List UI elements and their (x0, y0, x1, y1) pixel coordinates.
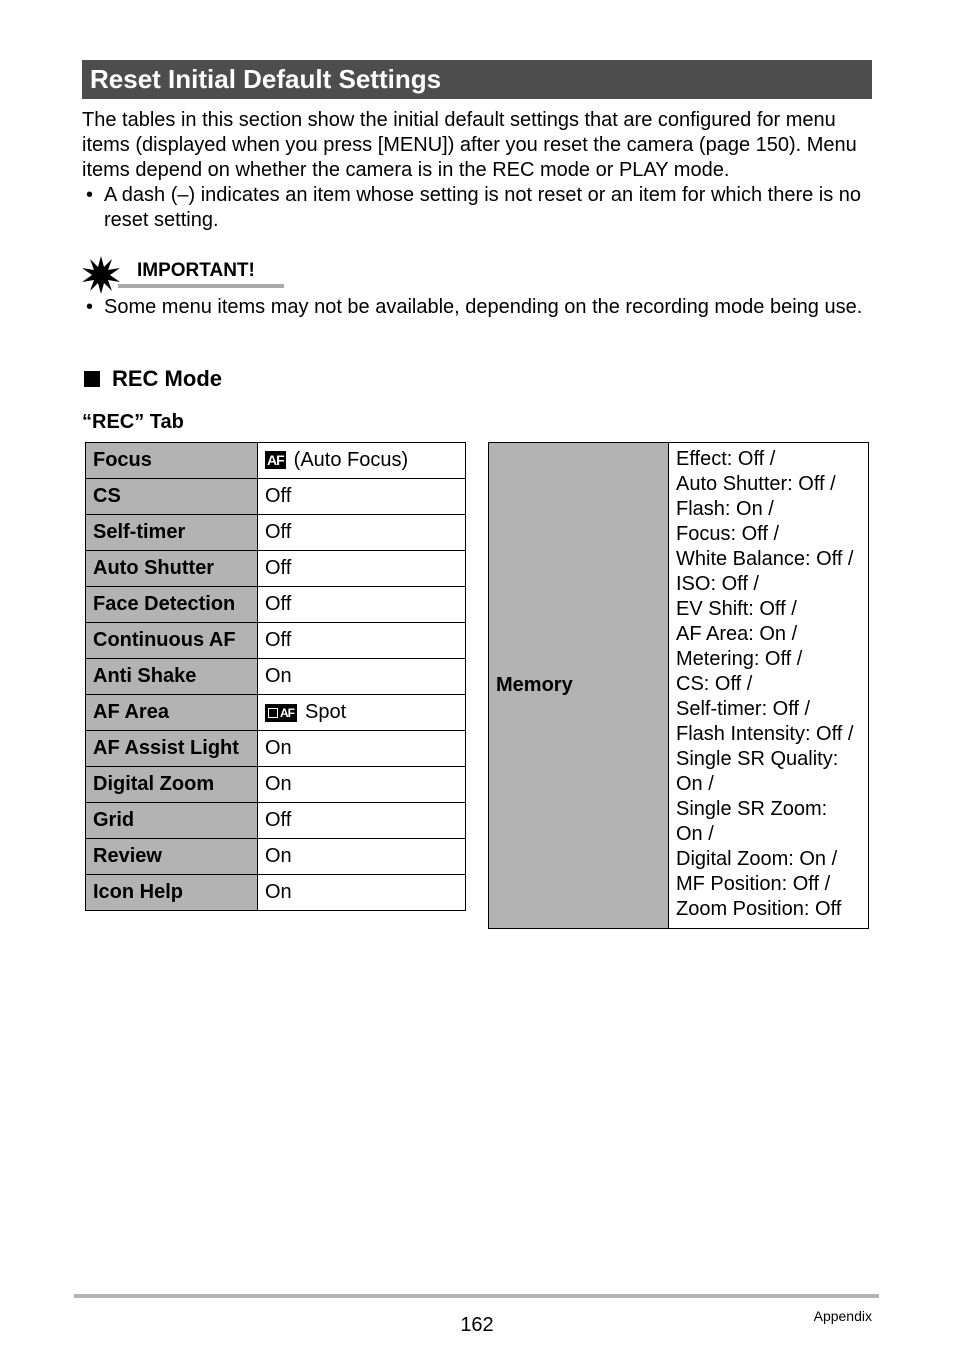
setting-label: Review (86, 839, 258, 875)
footer-divider (74, 1294, 879, 1298)
table-row (86, 479, 466, 515)
table-row (86, 695, 466, 731)
table-row (86, 551, 466, 587)
rec-settings-table (85, 442, 466, 911)
rec-mode-heading (82, 366, 222, 392)
bullet-marker: • (86, 296, 94, 318)
setting-label: Icon Help (86, 875, 258, 911)
rec-mode-heading-text: REC Mode (112, 366, 222, 391)
memory-line: Focus: Off / (676, 523, 779, 545)
memory-line: Self-timer: Off / (676, 698, 811, 720)
memory-line: CS: Off / (676, 673, 753, 695)
spot-af-area-icon: AF (265, 704, 297, 722)
memory-line: Metering: Off / (676, 648, 803, 670)
important-bullet-text: Some menu items may not be available, depending on the recording mode being use. (104, 296, 863, 318)
table-row (86, 659, 466, 695)
setting-label: Anti Shake (86, 659, 258, 695)
table-row (86, 875, 466, 911)
setting-value: Spot (305, 701, 347, 723)
setting-label: AF Area (86, 695, 258, 731)
setting-value: (Auto Focus) (293, 449, 409, 471)
memory-line: Digital Zoom: On / (676, 848, 838, 870)
setting-value: Off (258, 479, 466, 515)
memory-settings-table (488, 442, 869, 929)
section-label: Appendix (813, 1308, 872, 1324)
table-row (86, 587, 466, 623)
setting-value: On (258, 767, 466, 803)
setting-label: Auto Shutter (86, 551, 258, 587)
setting-value: On (258, 659, 466, 695)
memory-line: EV Shift: Off / (676, 598, 797, 620)
memory-line: On / (676, 773, 714, 795)
table-row (86, 803, 466, 839)
table-row (86, 731, 466, 767)
memory-line: AF Area: On / (676, 623, 798, 645)
setting-label: Digital Zoom (86, 767, 258, 803)
memory-line: Auto Shutter: Off / (676, 473, 836, 495)
page-number: 162 (460, 1314, 494, 1336)
important-underline (118, 284, 284, 288)
setting-value: Off (258, 587, 466, 623)
important-label: IMPORTANT! (137, 260, 255, 281)
setting-value: On (258, 875, 466, 911)
setting-label: CS (86, 479, 258, 515)
setting-value: Off (258, 803, 466, 839)
memory-line: Flash: On / (676, 498, 774, 520)
intro-text (82, 108, 882, 233)
memory-line: Flash Intensity: Off / (676, 723, 854, 745)
setting-label: Grid (86, 803, 258, 839)
setting-label: AF Assist Light (86, 731, 258, 767)
setting-label: Continuous AF (86, 623, 258, 659)
memory-label: Memory (489, 443, 669, 929)
memory-line: Single SR Quality: (676, 748, 839, 770)
table-row (86, 767, 466, 803)
square-bullet-icon (84, 371, 100, 387)
auto-focus-icon: AF (267, 452, 284, 468)
table-row (489, 443, 869, 929)
setting-label: Focus (86, 443, 258, 479)
setting-value: Off (258, 623, 466, 659)
title-bar (82, 60, 872, 99)
memory-line: Zoom Position: Off (676, 898, 842, 920)
memory-line: White Balance: Off / (676, 548, 854, 570)
page-title: Reset Initial Default Settings (90, 64, 442, 94)
setting-label: Self-timer (86, 515, 258, 551)
setting-label: Face Detection (86, 587, 258, 623)
memory-line: MF Position: Off / (676, 873, 831, 895)
table-row (86, 623, 466, 659)
memory-line: Effect: Off / (676, 448, 776, 470)
table-row (86, 515, 466, 551)
table-row (86, 839, 466, 875)
rec-tab-heading: “REC” Tab (82, 411, 184, 433)
intro-bullet-text: A dash (–) indicates an item whose setting is not reset or an item for which there is no reset setting. (104, 184, 862, 231)
setting-value-cell (258, 695, 466, 731)
memory-values (669, 443, 869, 929)
memory-line: ISO: Off / (676, 573, 759, 595)
important-header (82, 256, 292, 292)
setting-value-cell (258, 443, 466, 479)
memory-line: On / (676, 823, 714, 845)
setting-value: On (258, 839, 466, 875)
bullet-marker: • (86, 184, 94, 206)
intro-bullet (82, 183, 882, 233)
important-body (82, 295, 882, 320)
important-burst-icon (82, 256, 120, 294)
setting-value: Off (258, 515, 466, 551)
setting-value: Off (258, 551, 466, 587)
memory-line: Single SR Zoom: (676, 798, 828, 820)
intro-paragraph: The tables in this section show the initial default settings that are configured for menu items (displayed when you press [MENU]) after you reset the camera (page 150). Menu items depend on whether the camera is in the REC mode or PLAY mode. (82, 109, 857, 181)
table-row (86, 443, 466, 479)
setting-value: On (258, 731, 466, 767)
important-bullet (82, 295, 882, 320)
